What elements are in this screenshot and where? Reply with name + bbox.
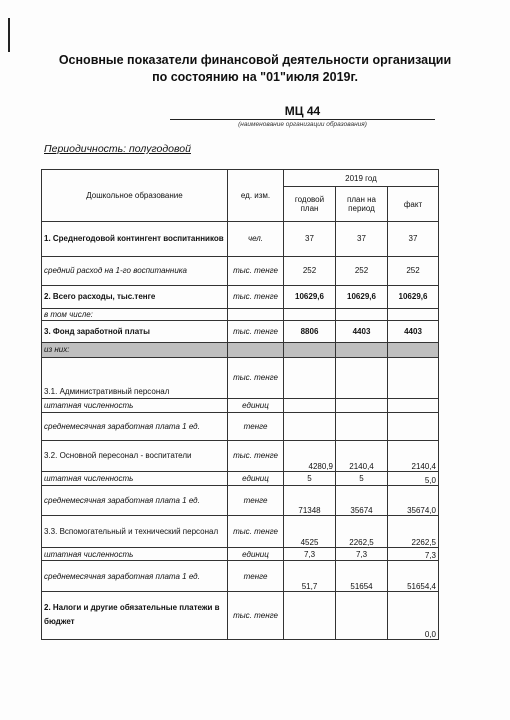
table-header-row — [42, 170, 439, 187]
table-row-shaded: из них: — [42, 343, 439, 357]
table-row: среднемесячная заработная плата 1 ед. тенге 71348 35674 35674,0 — [42, 485, 439, 515]
table-row: в том числе: — [42, 308, 439, 320]
organization-caption: (наименование организации образования) — [238, 121, 367, 128]
table-row: 3.1. Административный персонал тыс. тенге — [42, 357, 439, 399]
table-row: среднемесячная заработная плата 1 ед. тенге 51,7 51654 51654,4 — [42, 561, 439, 592]
table-row: среднемесячная заработная плата 1 ед. тенге — [42, 412, 439, 441]
binder-mark — [8, 18, 10, 52]
table-row: штатная численность единиц — [42, 399, 439, 412]
organization-name: МЦ 44 — [170, 104, 435, 120]
header-section: Дошкольное образование — [42, 170, 228, 222]
header-plan-period: план на период — [336, 187, 388, 222]
table-row: средний расход на 1-го воспитанника тыс. тенге 252 252 252 — [42, 256, 439, 286]
table-row: 3.2. Основной пересонал - воспитатели тыс. тенге 4280,9 2140,4 2140,4 — [42, 441, 439, 472]
title-line-2: по состоянию на "01"июля 2019г. — [152, 70, 358, 84]
header-unit: ед. изм. — [228, 170, 284, 222]
title-line-1: Основные показатели финансовой деятельности организации — [58, 53, 452, 67]
header-plan-year: годовой план — [284, 187, 336, 222]
table-row: 1. Среднегодовой контингент воспитанников чел. 37 37 37 — [42, 221, 439, 256]
periodicity: Периодичность: полугодовой — [44, 143, 191, 155]
document-title — [40, 52, 470, 86]
organization-block — [170, 104, 435, 129]
header-year: 2019 год — [284, 170, 439, 187]
table-row: штатная численность единиц 7,3 7,3 7,3 — [42, 548, 439, 561]
header-fact: факт — [388, 187, 439, 222]
table-row: 3. Фонд заработной платы тыс. тенге 8806 4403 4403 — [42, 320, 439, 342]
table-row: 2. Всего расходы, тыс.тенге тыс. тенге 10629,6 10629,6 10629,6 — [42, 286, 439, 308]
table-row: 2. Налоги и другие обязательные платежи в бюджет тыс. тенге 0,0 — [42, 591, 439, 639]
financial-table — [41, 169, 439, 640]
table-row: 3.3. Вспомогательный и технический персонал тыс. тенге 4525 2262,5 2262,5 — [42, 515, 439, 548]
table-row: штатная численность единиц 5 5 5,0 — [42, 471, 439, 485]
